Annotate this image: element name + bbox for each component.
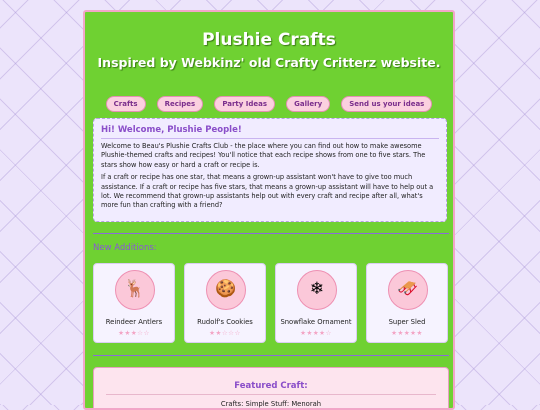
welcome-box: [93, 118, 447, 222]
craft-card-reindeer-antlers[interactable]: [93, 263, 175, 343]
featured-craft-box: [93, 367, 449, 410]
welcome-paragraph-2: If a craft or recipe has one star, that means a grown-up assistant won't have to give too much assistance. If a craft or recipe has five stars, that means a grown-up assistant will have to help out a lot. We recommend that grown-up assistants help out with every craft and recipe after all, what's more fun than crafting with a friend?: [101, 173, 434, 210]
featured-craft-link[interactable]: Crafts: Simple Stuff: Menorah: [220, 400, 322, 408]
site-subtitle: Inspired by Webkinz' old Crafty Critterz website.: [97, 55, 441, 70]
snowflake-icon: ❄: [297, 270, 337, 310]
difficulty-stars: ★★★★★: [391, 329, 423, 337]
site-title: Plushie Crafts: [202, 30, 336, 50]
craft-card-name[interactable]: Super Sled: [388, 318, 426, 326]
nav-crafts-button[interactable]: Crafts: [106, 96, 146, 112]
craft-card-name[interactable]: Rudolf's Cookies: [197, 318, 253, 326]
nav-recipes-button[interactable]: Recipes: [157, 96, 204, 112]
craft-card-snowflake-ornament[interactable]: [275, 263, 357, 343]
new-additions-title: New Additions:: [93, 243, 157, 253]
craft-card-rudolfs-cookies[interactable]: [184, 263, 266, 343]
cookie-icon: 🍪: [206, 270, 246, 310]
difficulty-stars: ★★☆☆☆: [209, 329, 241, 337]
featured-craft-title: Featured Craft:: [106, 381, 436, 395]
main-nav: [85, 91, 453, 112]
welcome-heading: Hi! Welcome, Plushie People!: [101, 125, 439, 139]
nav-gallery-button[interactable]: Gallery: [286, 96, 330, 112]
main-panel: [83, 10, 455, 410]
nav-party-ideas-button[interactable]: Party Ideas: [214, 96, 275, 112]
craft-card-super-sled[interactable]: [366, 263, 448, 343]
difficulty-stars: ★★★☆☆: [118, 329, 150, 337]
difficulty-stars: ★★★★☆: [300, 329, 332, 337]
nav-send-ideas-button[interactable]: Send us your ideas: [341, 96, 432, 112]
divider: [93, 233, 449, 234]
divider: [93, 355, 449, 356]
sled-icon: 🛷: [388, 270, 428, 310]
craft-card-name[interactable]: Snowflake Ornament: [280, 318, 352, 326]
welcome-paragraph-1: Welcome to Beau's Plushie Crafts Club - the place where you can find out how to make awesome Plushie-themed crafts and recipes! You'll notice that each recipe shows from one to five stars. The stars show how easy or hard a craft or recipe is.: [101, 142, 426, 169]
craft-card-name[interactable]: Reindeer Antlers: [105, 318, 163, 326]
reindeer-icon: 🦌: [115, 270, 155, 310]
